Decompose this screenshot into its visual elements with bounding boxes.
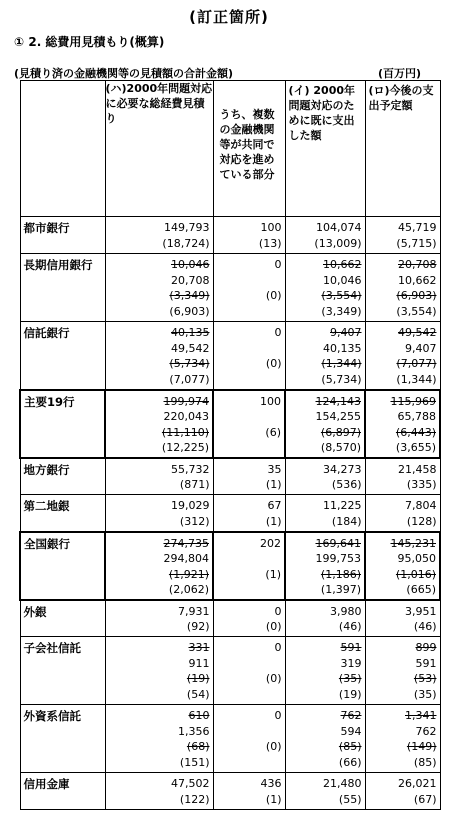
value-line: (122) [179,792,210,806]
value-line: 67 [267,499,282,512]
bank-category-name: 都市銀行 [20,217,105,254]
deleted-value: 591 [340,641,362,654]
value-cell [365,705,440,773]
value-line: 21,458 [398,462,437,476]
value-line [214,372,282,388]
value-cell [213,773,285,810]
value-line: 26,021 [398,777,437,790]
value-cell [105,637,213,705]
value-line: (5,715) [396,236,437,250]
value-line: (6,903) [169,304,210,318]
value-line [214,582,281,598]
value-line: (3,349) [321,304,362,318]
value-line: 199,753 [315,552,361,565]
value-line: (13,009) [314,236,362,250]
value-line [214,273,282,289]
value-line: (1) [265,567,281,581]
value-line: 65,788 [397,410,436,423]
value-line: (0) [265,357,282,370]
value-cell [213,217,285,254]
value-line: 95,050 [397,552,436,565]
value-cell [285,637,365,705]
deleted-value: 274,735 [163,536,209,550]
value-line: (3,655) [395,441,436,454]
deleted-value: 10,662 [323,258,362,271]
value-cell [365,458,440,495]
value-cell [213,322,285,390]
value-line: (6) [265,425,281,439]
value-line: 20,708 [171,273,210,287]
value-cell [213,637,285,705]
deleted-value: (5,734) [169,357,210,370]
value-line: (2,062) [168,583,209,596]
value-line: (335) [406,478,437,491]
deleted-value: 40,135 [171,326,210,339]
value-cell [285,705,365,773]
value-line: 0 [274,258,282,271]
value-line: 319 [340,656,362,670]
value-cell [105,705,213,773]
value-line: (184) [331,514,362,528]
bank-category-name: 子会社信託 [20,637,105,705]
page-title: (訂正箇所) [189,8,269,26]
table-row [20,254,440,322]
value-line: (312) [179,514,210,528]
value-line: (85) [413,755,437,769]
table-row [20,495,440,532]
value-line: (46) [338,620,362,633]
deleted-value: 331 [188,641,210,654]
value-line: 19,029 [171,499,210,512]
deleted-value: (7,077) [396,357,437,370]
table-row [20,637,440,705]
value-line: 0 [274,604,282,618]
value-line: (54) [186,687,210,701]
value-cell [213,532,285,600]
deleted-value: (19) [186,672,210,685]
value-cell [285,254,365,322]
deleted-value: (35) [338,672,362,685]
value-line: 0 [274,709,282,722]
value-cell [105,217,213,254]
value-cell [365,322,440,390]
deleted-value: 115,969 [390,394,436,408]
value-line: 7,931 [178,604,210,618]
value-line: (0) [265,740,282,753]
value-cell [365,773,440,810]
header-already-spent: (イ) 2000年問題対応のために既に支出した額 [285,81,365,217]
value-cell [285,458,365,495]
value-cell [285,495,365,532]
value-cell [365,390,440,458]
bank-category-name: 外銀 [20,600,105,637]
value-line: (665) [406,583,436,596]
value-line: 0 [274,326,282,339]
value-cell [105,773,213,810]
value-line: 294,804 [163,552,209,565]
value-line [214,409,281,425]
table-row [20,458,440,495]
value-cell [213,390,285,458]
value-line: 10,662 [398,273,437,287]
value-line: 154,255 [315,410,361,423]
value-line [214,304,282,320]
value-line: 220,043 [163,410,209,423]
bank-category-name: 全国銀行 [20,532,105,600]
value-cell [285,390,365,458]
bank-category-name: 長期信用銀行 [20,254,105,322]
deleted-value: 10,046 [171,258,210,271]
value-cell [105,458,213,495]
value-cell [365,600,440,637]
value-line: 47,502 [171,777,210,790]
value-line: (8,570) [320,441,361,454]
deleted-value: 899 [415,641,437,654]
deleted-value: (6,897) [320,425,361,439]
value-line: 40,135 [323,341,362,355]
value-line: (1) [265,514,282,528]
deleted-value: 199,974 [163,394,209,408]
bank-category-name: 主要19行 [20,390,105,458]
value-line: (1,344) [396,372,437,386]
value-cell [213,254,285,322]
bank-category-name: 外資系信託 [20,705,105,773]
bank-category-name: 信託銀行 [20,322,105,390]
deleted-value: 20,708 [398,258,437,271]
table-header-row [20,81,440,217]
value-line: (5,734) [321,372,362,386]
value-line: (871) [179,478,210,491]
deleted-value: (149) [406,740,437,753]
deleted-value: (6,903) [396,289,437,302]
value-line: 10,046 [323,273,362,287]
value-line [214,724,282,740]
deleted-value: 762 [340,709,362,722]
deleted-value: (1,186) [320,567,361,581]
value-line: 49,542 [171,341,210,355]
value-line: (0) [265,672,282,685]
value-line: 7,804 [405,499,437,512]
table-row [20,217,440,254]
deleted-value: 49,542 [398,326,437,339]
bank-category-name: 地方銀行 [20,458,105,495]
value-line: (35) [413,687,437,701]
cost-estimate-table [19,80,441,810]
value-line: (3,554) [396,304,437,318]
value-cell [365,254,440,322]
value-line [214,656,282,672]
value-line: (12,225) [161,441,209,454]
value-cell [365,637,440,705]
section-subtitle: ① 2. 総費用見積もり(概算) [14,35,165,49]
deleted-value: 124,143 [315,394,361,408]
value-line: 202 [260,536,281,550]
value-cell [105,600,213,637]
value-cell [285,532,365,600]
value-line [214,687,282,703]
value-line: 594 [340,724,362,738]
value-cell [105,495,213,532]
value-line: (19) [338,687,362,701]
value-line: (55) [338,792,362,806]
value-line: 104,074 [316,221,362,234]
value-cell [105,254,213,322]
value-line: (0) [265,620,282,633]
value-line: 911 [188,656,210,670]
value-cell [105,322,213,390]
deleted-value: 610 [188,709,210,722]
value-line [214,341,282,357]
value-line: (18,724) [162,236,210,250]
value-cell [285,773,365,810]
value-line: 762 [415,724,437,738]
table-row [20,390,440,458]
value-line: 591 [415,656,437,670]
value-line [214,551,281,567]
header-blank [20,81,105,217]
deleted-value: (68) [186,740,210,753]
value-line: (1) [265,792,282,806]
value-line: (46) [413,620,437,633]
value-cell [105,390,213,458]
header-future-spending: (ロ)今後の支出予定額 [365,81,440,217]
value-line: 3,951 [405,604,437,618]
value-line: (1) [265,478,282,491]
value-line [214,755,282,771]
value-line: 149,793 [164,221,210,234]
deleted-value: (3,349) [169,289,210,302]
value-line [214,440,281,456]
value-cell [213,458,285,495]
deleted-value: (11,110) [161,425,209,439]
value-line: 100 [260,394,281,408]
value-cell [105,532,213,600]
table-row [20,705,440,773]
value-line: (67) [413,792,437,806]
bank-category-name: 第二地銀 [20,495,105,532]
deleted-value: (1,921) [168,567,209,581]
table-row [20,600,440,637]
value-line: (0) [265,289,282,302]
value-line: 55,732 [171,462,210,476]
deleted-value: 9,407 [330,326,362,339]
value-line: 436 [260,777,282,790]
deleted-value: (1,016) [395,567,436,581]
value-cell [213,495,285,532]
value-line: (7,077) [169,372,210,386]
value-line: 0 [274,641,282,654]
deleted-value: 145,231 [390,536,436,550]
value-line: 3,980 [330,604,362,618]
value-line: (128) [406,514,437,528]
value-cell [365,495,440,532]
value-line: 100 [260,221,282,234]
value-cell [365,532,440,600]
value-cell [213,600,285,637]
value-line: 45,719 [398,221,437,234]
value-line: (536) [331,478,362,491]
table-caption: (見積り済の金融機関等の見積額の合計金額) [14,67,234,80]
table-row [20,532,440,600]
value-line: (151) [179,755,210,769]
value-cell [285,217,365,254]
value-line: (92) [186,620,210,633]
header-total-estimate: (ハ)2000年問題対応に必要な総経費見積り [105,81,213,217]
deleted-value: (1,344) [321,357,362,370]
deleted-value: 1,341 [405,709,437,722]
value-line: 34,273 [323,462,362,476]
unit-label: (百万円) [378,67,422,80]
value-line: 21,480 [323,777,362,790]
deleted-value: (53) [413,672,437,685]
deleted-value: (6,443) [395,425,436,439]
deleted-value: (85) [338,740,362,753]
deleted-value: 169,641 [315,536,361,550]
value-cell [285,322,365,390]
value-line: (13) [258,236,282,250]
bank-category-name: 信用金庫 [20,773,105,810]
value-line: (1,397) [320,583,361,596]
value-cell [213,705,285,773]
value-line: (66) [338,755,362,769]
value-cell [285,600,365,637]
value-line: 9,407 [405,341,437,355]
value-cell [365,217,440,254]
table-row [20,322,440,390]
deleted-value: (3,554) [321,289,362,302]
value-line: 1,356 [178,724,210,738]
value-line: 35 [267,462,282,476]
header-joint-portion: うち、複数の金融機関等が共同で対応を進めている部分 [213,81,285,217]
value-line: 11,225 [323,499,362,512]
table-row [20,773,440,810]
